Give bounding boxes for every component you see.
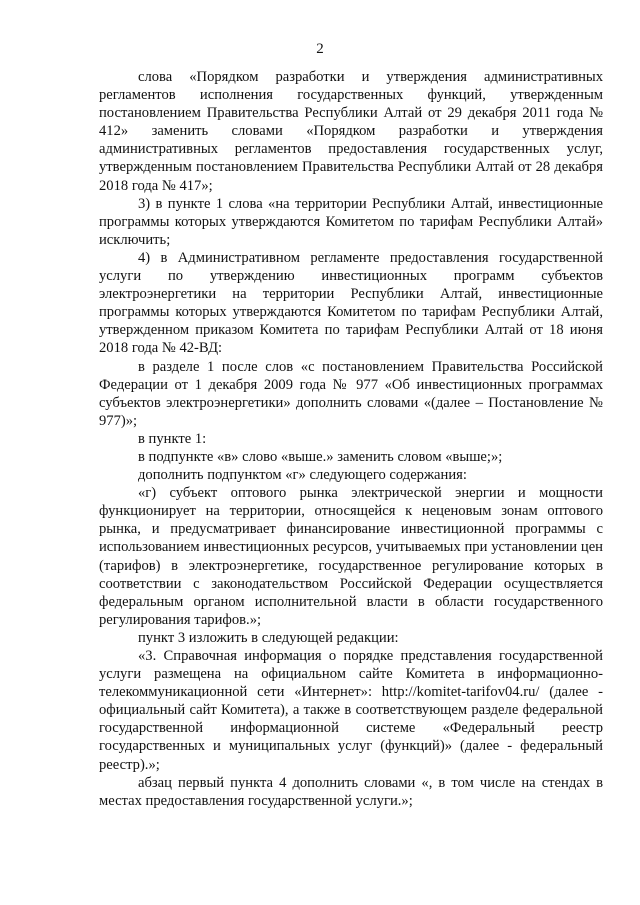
paragraph-6: в подпункте «в» слово «выше.» заменить словом «выше;»; [138,448,503,465]
document-body [99,68,603,810]
paragraph-4: в разделе 1 после слов «с постановлением Правительства Российской Федерации от 1 декабря 2009 года № 977 «Об инвестиционных программах субъектов электроэнергетики» дополнить словами «(далее – Постановление № 977)»; [99,358,603,429]
paragraph-10: «3. Справочная информация о порядке представления государственной услуги размещена на официальном сайте Комитета в информационно-телекоммуникационной сети «Интернет»: http://komitet-tarifov04.ru/ (далее - официальный сайт Комитета), а также в соответствующем разделе федеральной государственной информационной системе «Федеральный реестр государственных и муниципальных услуг (функций)» (далее - федеральный реестр).»; [99,648,603,773]
paragraph-9: пункт 3 изложить в следующей редакции: [138,629,399,646]
paragraph-5: в пункте 1: [138,430,207,447]
paragraph-2: 3) в пункте 1 слова «на территории Республики Алтай, инвестиционные программы которых утверждаются Комитетом по тарифам Республики Алтай» исключить; [99,195,603,248]
paragraph-1: слова «Порядком разработки и утверждения административных регламентов исполнения государственных функций, утвержденным постановлением Правительства Республики Алтай от 29 декабря 2011 года № 412» заменить словами «Порядком разработки и утверждения административных регламентов предоставления государственных услуг, утвержденным постановлением Правительства Республики Алтай от 28 декабря 2018 года № 417»; [99,69,603,194]
paragraph-3: 4) в Административном регламенте предоставления государственной услуги по утверждению инвестиционных программ субъектов электроэнергетики на территории Республики Алтай, инвестиционные программы которых утверждаются Комитетом по тарифам Республики Алтай, утвержденном приказом Комитета по тарифам Республики Алтай от 18 июня 2018 года № 42-ВД: [99,249,603,357]
page-number: 2 [316,41,324,57]
paragraph-7: дополнить подпунктом «г» следующего содержания: [138,467,467,484]
paragraph-11: абзац первый пункта 4 дополнить словами «, в том числе на стендах в местах предоставления государственной услуги.»; [99,774,603,809]
paragraph-8: «г) субъект оптового рынка электрической энергии и мощности функционирует на территории, относящейся к неценовым зонам оптового рынка, и предусматривает финансирование инвестиционной программы с использованием инвестиционных ресурсов, учитываемых при установлении цен (тарифов) в электроэнергетике, государственное регулирование которых в соответствии с законодательством Российской Федерации осуществляется федеральным органом исполнительной власти в области государственного регулирования тарифов.»; [99,485,603,628]
